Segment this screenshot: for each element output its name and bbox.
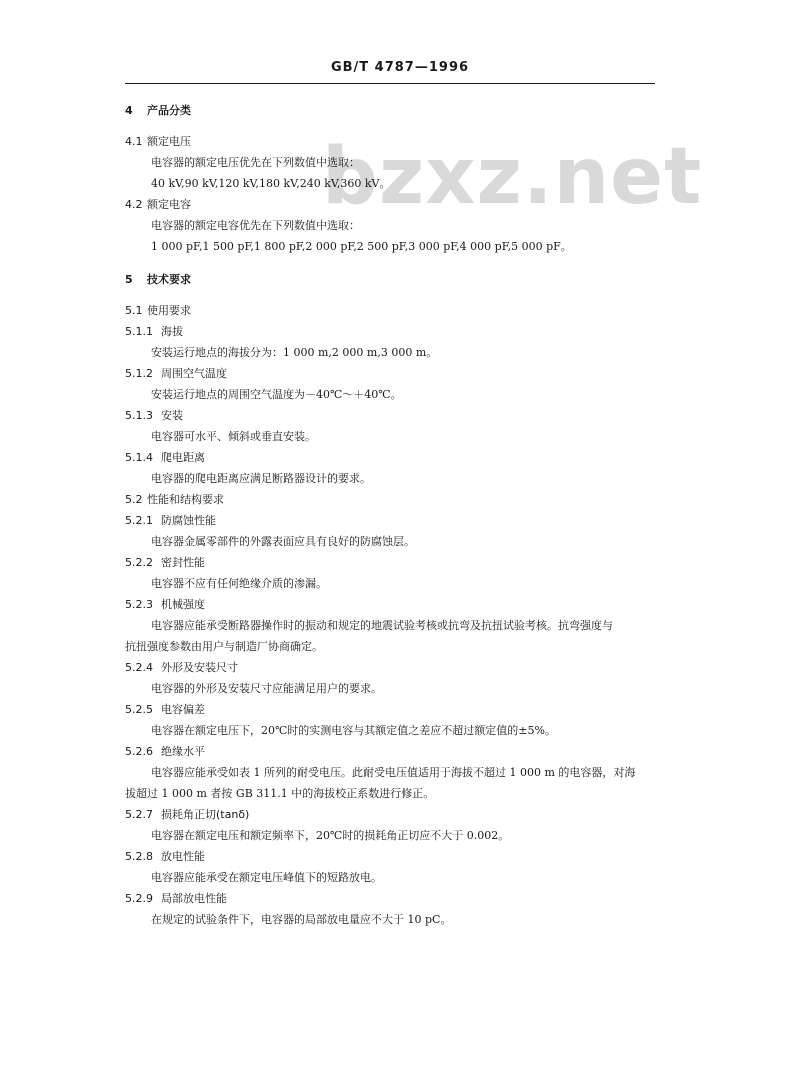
clause-values: 1 000 pF,1 500 pF,1 800 pF,2 000 pF,2 500 pF,3 000 pF,4 000 pF,5 000 pF。 (151, 240, 572, 253)
clause-number: 4.1 (125, 135, 143, 148)
clause-4-1 (125, 131, 665, 194)
subclause-text: 电容器应能承受断路器操作时的振动和规定的地震试验考核或抗弯及抗扭试验考核。抗弯强度与 (151, 619, 613, 632)
subclause-text: 电容器的外形及安装尺寸应能满足用户的要求。 (151, 682, 382, 695)
subclause-text: 电容器在额定电压和额定频率下，20℃时的损耗角正切应不大于 0.002。 (151, 829, 510, 842)
subclause-number: 5.2.1 (125, 514, 153, 527)
clause-5-1-1 (125, 321, 665, 363)
subclause-number: 5.2.5 (125, 703, 153, 716)
section-5-heading (125, 269, 665, 290)
subclause-title: 防腐蚀性能 (161, 514, 216, 527)
subclause-number: 5.1.1 (125, 325, 153, 338)
subclause-title: 机械强度 (161, 598, 205, 611)
section-number: 5 (125, 273, 133, 286)
clause-number: 5.2 (125, 493, 143, 506)
subclause-title: 密封性能 (161, 556, 205, 569)
subclause-number: 5.2.3 (125, 598, 153, 611)
clause-title: 性能和结构要求 (147, 493, 224, 506)
clause-5-1 (125, 300, 665, 321)
subclause-title: 爬电距离 (161, 451, 205, 464)
subclause-number: 5.2.6 (125, 745, 153, 758)
subclause-title: 损耗角正切(tanδ) (161, 808, 250, 821)
clause-number: 5.1 (125, 304, 143, 317)
clause-5-1-3 (125, 405, 665, 447)
subclause-number: 5.1.4 (125, 451, 153, 464)
subclause-number: 5.2.7 (125, 808, 153, 821)
subclause-title: 电容偏差 (161, 703, 205, 716)
clause-5-2-5 (125, 699, 665, 741)
clause-number: 4.2 (125, 198, 143, 211)
clause-5-2-4 (125, 657, 665, 699)
clause-5-2-9 (125, 888, 665, 930)
clause-5-1-2 (125, 363, 665, 405)
subclause-text-continued: 抗扭强度参数由用户与制造厂协商确定。 (125, 640, 323, 653)
subclause-number: 5.1.2 (125, 367, 153, 380)
clause-5-1-4 (125, 447, 665, 489)
document-body (125, 100, 665, 930)
subclause-number: 5.2.9 (125, 892, 153, 905)
clause-title: 额定电压 (147, 135, 191, 148)
section-title: 产品分类 (147, 104, 191, 117)
subclause-title: 绝缘水平 (161, 745, 205, 758)
section-number: 4 (125, 104, 133, 117)
subclause-text: 电容器应能承受在额定电压峰值下的短路放电。 (151, 871, 382, 884)
clause-5-2 (125, 489, 665, 510)
clause-title: 使用要求 (147, 304, 191, 317)
subclause-text: 在规定的试验条件下，电容器的局部放电量应不大于 10 pC。 (151, 913, 452, 926)
subclause-text: 安装运行地点的周围空气温度为－40℃～＋40℃。 (151, 388, 402, 401)
subclause-number: 5.2.8 (125, 850, 153, 863)
subclause-title: 放电性能 (161, 850, 205, 863)
subclause-number: 5.1.3 (125, 409, 153, 422)
clause-5-2-6 (125, 741, 665, 804)
clause-text: 电容器的额定电容优先在下列数值中选取： (151, 219, 360, 232)
subclause-text: 电容器金属零部件的外露表面应具有良好的防腐蚀层。 (151, 535, 415, 548)
clause-5-2-7 (125, 804, 665, 846)
subclause-title: 海拔 (161, 325, 183, 338)
clause-4-2 (125, 194, 665, 257)
clause-text: 电容器的额定电压优先在下列数值中选取： (151, 156, 360, 169)
subclause-text: 电容器在额定电压下，20℃时的实测电容与其额定值之差应不超过额定值的±5%。 (151, 724, 556, 737)
subclause-title: 安装 (161, 409, 183, 422)
subclause-title: 外形及安装尺寸 (161, 661, 238, 674)
subclause-text: 电容器应能承受如表 1 所列的耐受电压。此耐受电压值适用于海拔不超过 1 000 m 的电容器，对海 (151, 766, 636, 779)
subclause-text: 安装运行地点的海拔分为：1 000 m,2 000 m,3 000 m。 (151, 346, 438, 359)
clause-5-2-2 (125, 552, 665, 594)
subclause-text-continued: 拔超过 1 000 m 者按 GB 311.1 中的海拔校正系数进行修正。 (125, 787, 435, 800)
watermark: bzxz.net (322, 132, 703, 222)
subclause-number: 5.2.2 (125, 556, 153, 569)
subclause-text: 电容器不应有任何绝缘介质的渗漏。 (151, 577, 327, 590)
header-rule (125, 83, 655, 84)
subclause-text: 电容器可水平、倾斜或垂直安装。 (151, 430, 316, 443)
document-header: GB/T 4787—1996 (330, 60, 470, 75)
subclause-text: 电容器的爬电距离应满足断路器设计的要求。 (151, 472, 371, 485)
subclause-title: 局部放电性能 (161, 892, 227, 905)
section-title: 技术要求 (147, 273, 191, 286)
clause-title: 额定电容 (147, 198, 191, 211)
clause-5-2-3 (125, 594, 665, 657)
subclause-title: 周围空气温度 (161, 367, 227, 380)
clause-values: 40 kV,90 kV,120 kV,180 kV,240 kV,360 kV。 (151, 177, 391, 190)
section-4-heading (125, 100, 665, 121)
clause-5-2-1 (125, 510, 665, 552)
subclause-number: 5.2.4 (125, 661, 153, 674)
clause-5-2-8 (125, 846, 665, 888)
